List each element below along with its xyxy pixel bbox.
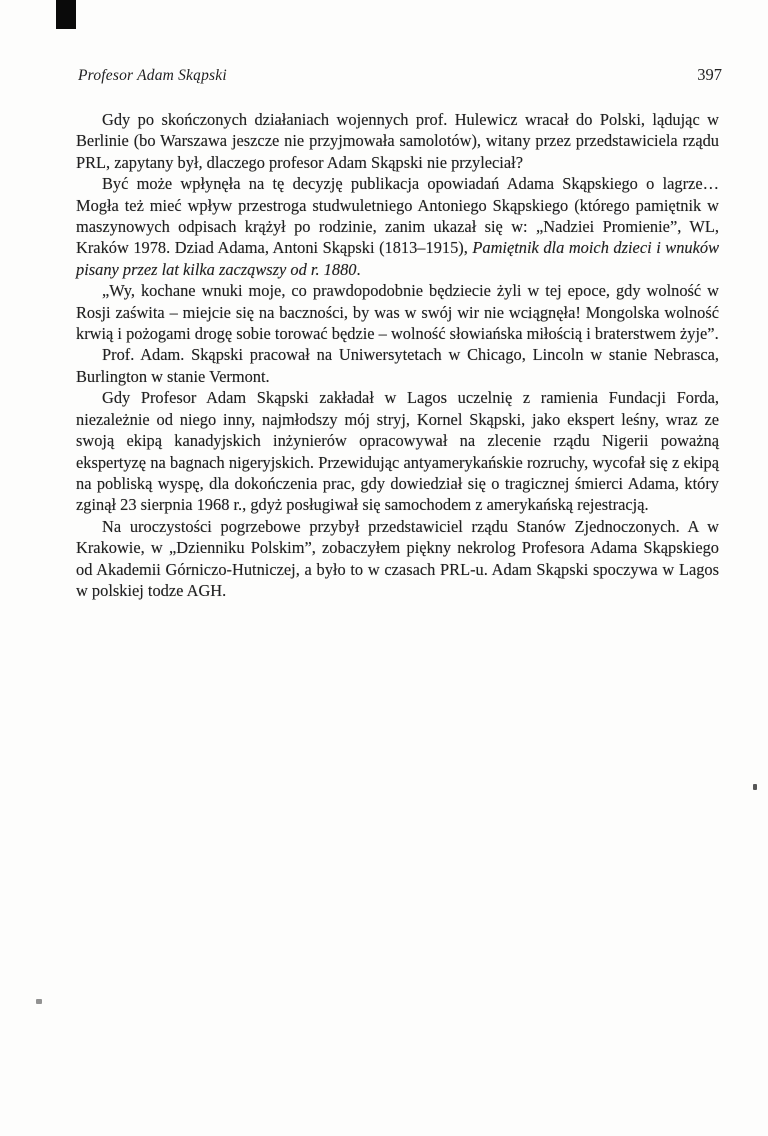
scan-artifact-speck: [528, 316, 531, 319]
paragraph: [76, 109, 719, 173]
text-segment: Na uroczystości pogrzebowe przybył przedstawiciel rządu Stanów Zjednoczonych. A w Krakowie, w „Dzienniku Polskim”, zobaczyłem piękny nekrolog Profesora Adama Skąpskiego od Akademii Górniczo-Hutniczej, a było to w czasach PRL-u. Adam Skąpski spoczywa w Lagos w polskiej todze AGH.: [76, 516, 719, 600]
text-segment: .: [356, 259, 361, 279]
scan-artifact-corner-mark: [56, 0, 76, 29]
text-segment: Prof. Adam. Skąpski pracował na Uniwersytetach w Chicago, Lincoln w stanie Nebrasca, Burlington w stanie Vermont.: [76, 345, 719, 386]
paragraph: [76, 280, 719, 344]
page-number: 397: [697, 65, 722, 84]
book-title-italic: Pamiętnik dla moich dzieci i wnuków pisany przez lat kilka zacząwszy od r. 1880: [76, 238, 720, 279]
text-segment: Być może wpłynęła na tę decyzję publikacja opowiadań Adama Skąpskiego o lagrze… Mogła też mieć wpływ przestroga studwuletniego Antoniego Skąpskiego (którego pamiętnik w maszynowych odpisach krążył po rodzinie, zanim ukazał się w: „Nadziei Promienie”, WL, Kraków 1978. Dziad Adama, Antoni Skąpski (1813–1915),: [76, 174, 719, 258]
paragraph: [76, 173, 719, 280]
scan-artifact-speck: [36, 999, 42, 1004]
text-segment: Gdy Profesor Adam Skąpski zakładał w Lagos uczelnię z ramienia Fundacji Forda, niezależnie od niego inny, najmłodszy mój stryj, Kornel Skąpski, jako ekspert leśny, wraz ze swoją ekipą kanadyjskich inżynierów opracowywał na zlecenie rządu Nigerii poważną ekspertyzę na bagnach nigeryjskich. Przewidując antyamerykańskie rozruchy, wycofał się z ekipą na pobliską wyspę, dla dokończenia prac, gdy dowiedział się o tragicznej śmierci Adama, który zginął 23 sierpnia 1968 r., gdyż posługiwał się samochodem z amerykańską rejestracją.: [76, 388, 719, 515]
scan-artifact-speck: [753, 784, 757, 790]
page-body: [76, 109, 719, 601]
paragraph: [76, 387, 719, 515]
paragraph: [76, 516, 719, 602]
text-segment: Gdy po skończonych działaniach wojennych prof. Hulewicz wracał do Polski, lądując w Berlinie (bo Warszawa jeszcze nie przyjmowała samolotów), witany przez przedstawiciela rządu PRL, zapytany był, dlaczego profesor Adam Skąpski nie przyleciał?: [76, 110, 719, 172]
text-segment: „Wy, kochane wnuki moje, co prawdopodobnie będziecie żyli w tej epoce, gdy wolność w Rosji zaświta – miejcie się na baczności, by was w swój wir nie wciągnęła! Mongolska wolność krwią i pożogami drogę sobie torować będzie – wolność słowiańska miłością i braterstwem żyje”.: [76, 281, 719, 344]
running-title: Profesor Adam Skąpski: [78, 67, 227, 84]
paragraph: [76, 344, 719, 387]
